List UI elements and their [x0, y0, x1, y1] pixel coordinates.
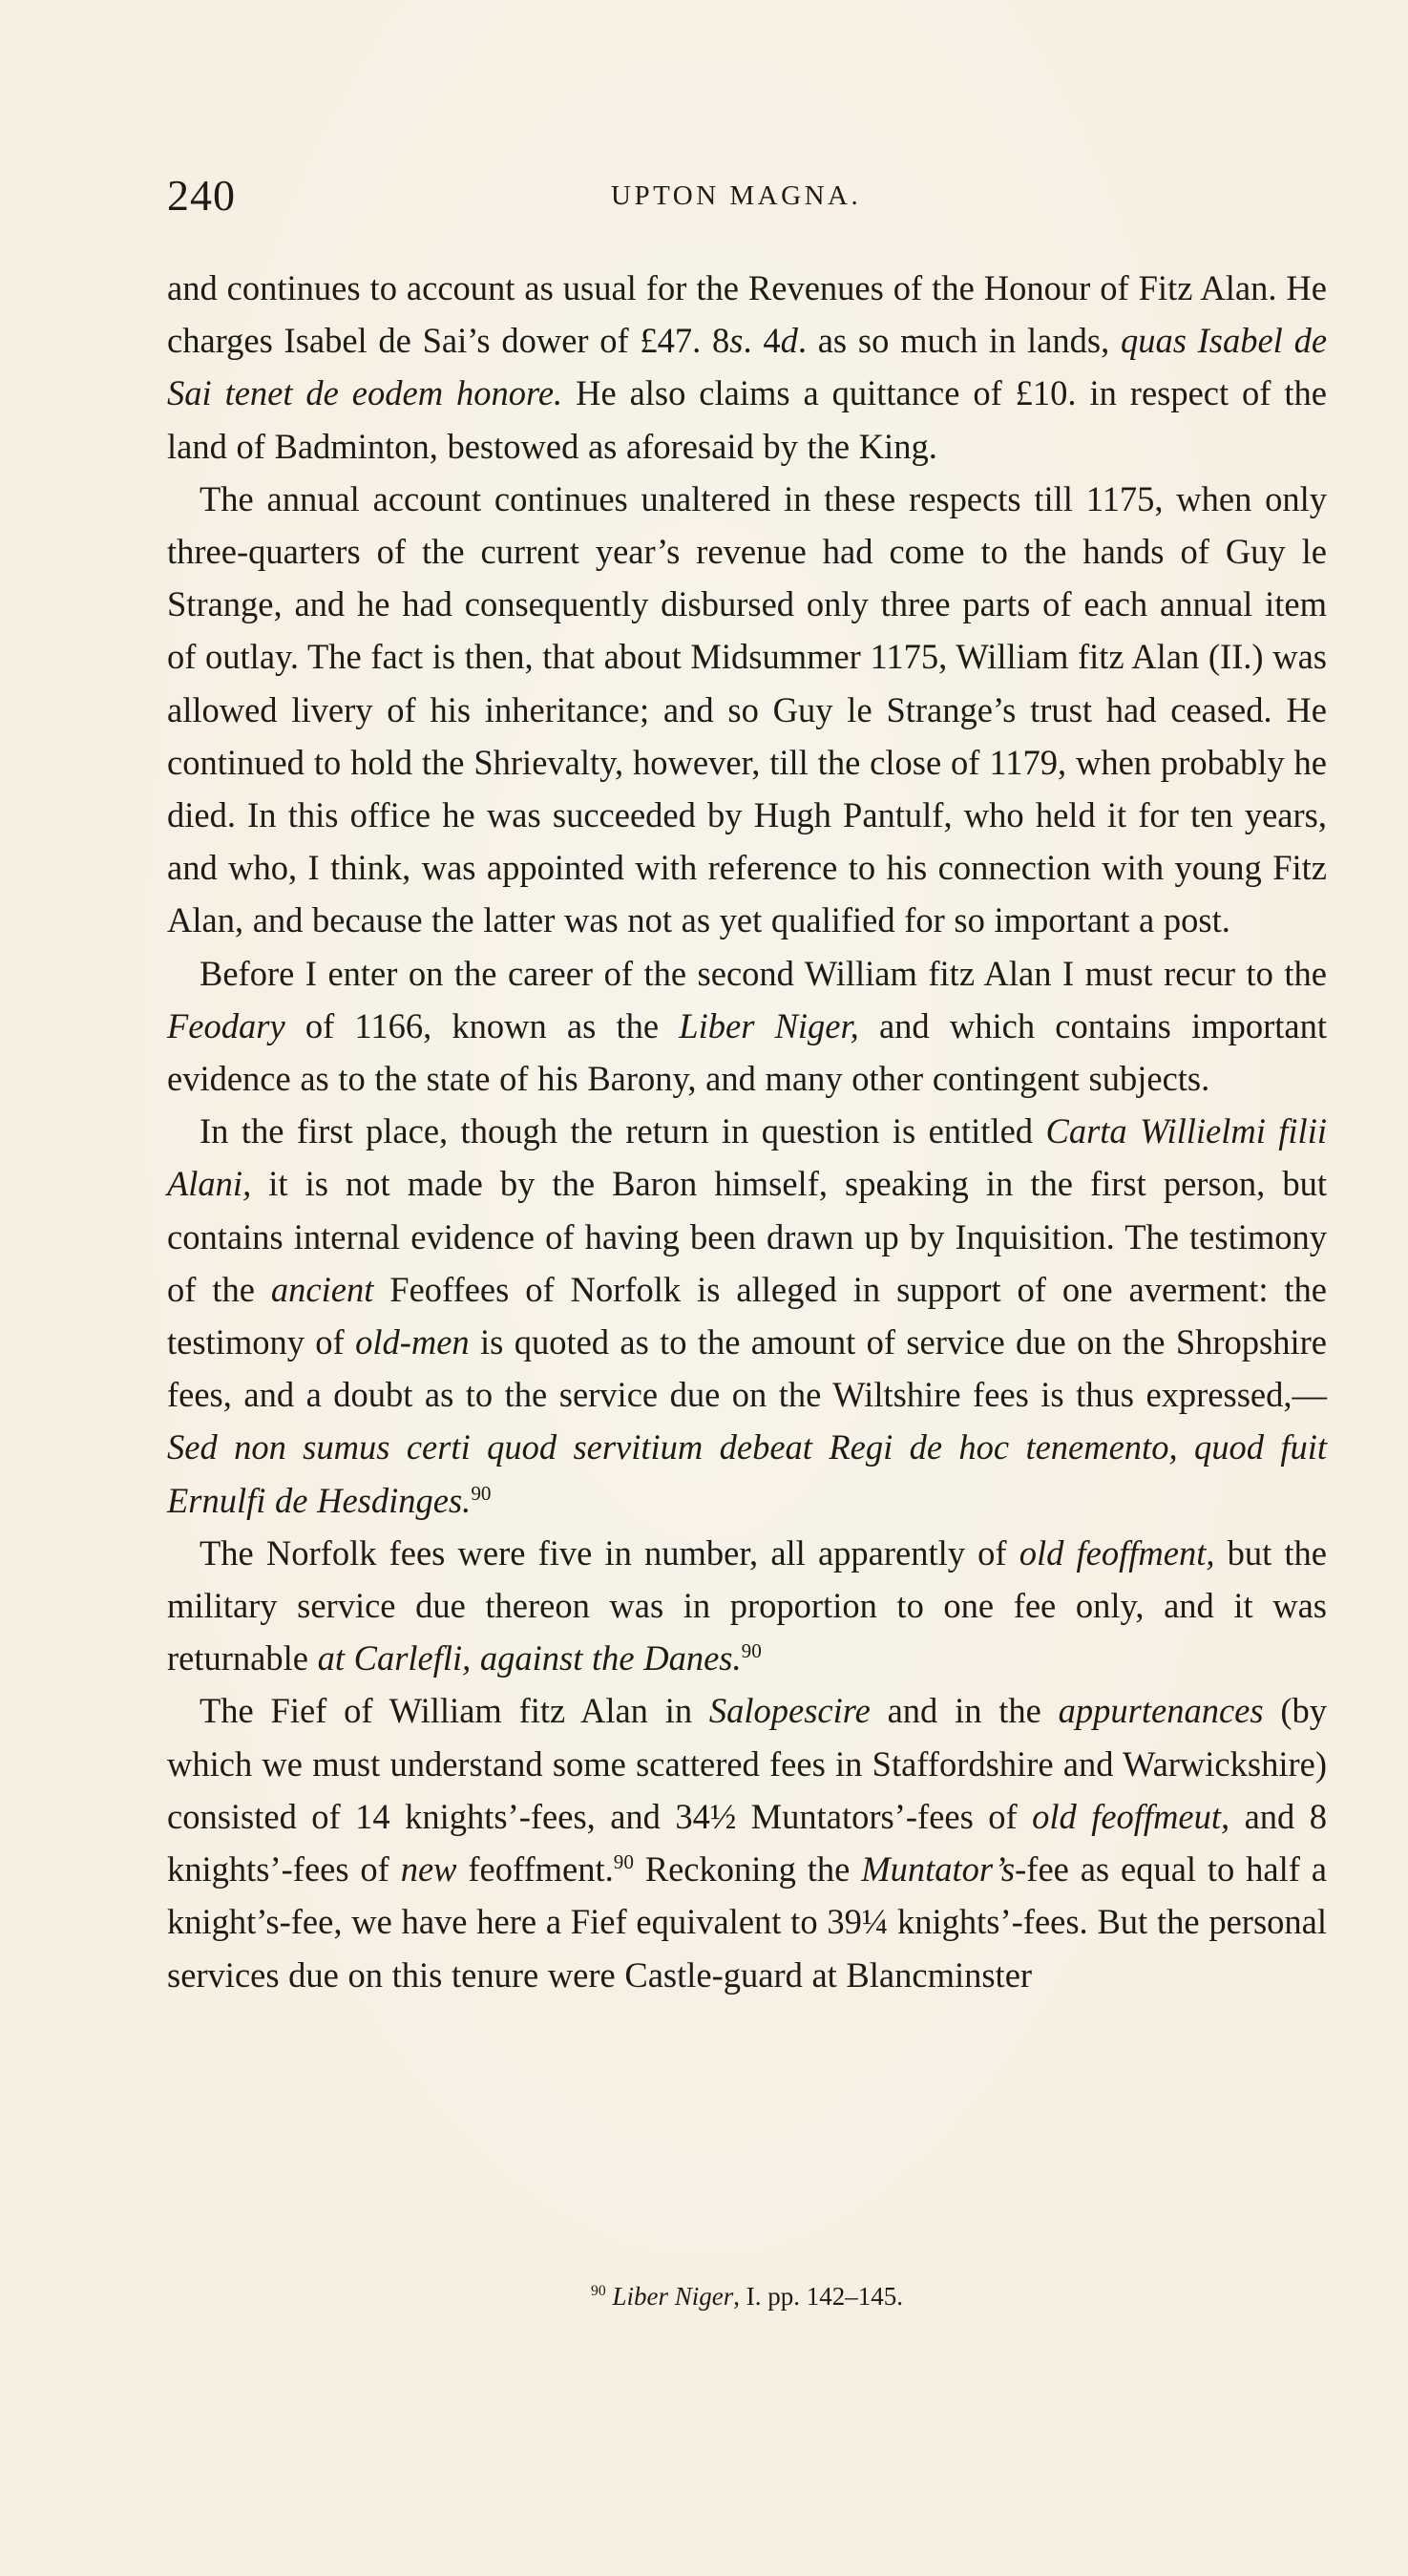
page-number: 240 — [167, 171, 236, 220]
text-run: and 8 knights’-fees of — [167, 1796, 1328, 1890]
text-run: it is not made by the Baron himself, speaking in the first person, but contains internal evidence of having been drawn up by Inquisition. The testimony of the — [167, 1164, 1327, 1309]
text-run: -fee as equal to half a knight’s-fee, we have here a Fief equivalent to 39¼ knights’-fees. But the personal services due on this tenure were Castle-guard at Blancminster — [167, 1849, 1327, 1995]
italic-text: old feoffment, — [1019, 1532, 1215, 1573]
paragraph-4 — [167, 1105, 1327, 1527]
paragraph-3 — [167, 947, 1327, 1106]
italic-text: s — [729, 321, 744, 361]
body-text — [167, 262, 1327, 2001]
text-run: He also claims a quittance of £10. in respect of the land of Badminton, bestowed as aforesaid by the King. — [167, 373, 1327, 466]
running-title: UPTON MAGNA. — [611, 180, 862, 211]
text-run: and continues to account as usual for the Revenues of the Honour of Fitz Alan. He charges Isabel de Sai’s dower of £47. 8 — [167, 268, 1327, 361]
text-run: of 1166, known as the — [284, 1005, 680, 1045]
paragraph-1 — [167, 262, 1327, 473]
italic-text: old feoffmeut, — [1032, 1796, 1230, 1836]
text-run: but the military service due thereon was in proportion to one fee only, and it was returnable — [167, 1532, 1328, 1679]
italic-text: Muntator’s — [861, 1849, 1016, 1890]
footnote-ref: 90 — [613, 1849, 634, 1873]
italic-text: d — [780, 321, 798, 361]
text-run: The Norfolk fees were five in number, all apparently of — [200, 1532, 1019, 1573]
text-run: The Fief of William fitz Alan in — [200, 1691, 709, 1731]
paragraph-2 — [167, 473, 1327, 947]
italic-text: Liber Niger, — [679, 1005, 859, 1045]
text-run: Reckoning the — [633, 1849, 862, 1890]
italic-text: quas Isabel de Sai tenet de eodem honore. — [167, 321, 1328, 413]
footnote-pages: , I. pp. 142–145. — [733, 2282, 903, 2311]
text-run: . as so much in lands, — [797, 321, 1121, 361]
italic-text: Sed non sumus certi quod servitium debeat Regi de hoc tenemento, quod fuit Ernulfi de Hesdinges. — [167, 1427, 1327, 1520]
footnote — [167, 2277, 1327, 2315]
italic-text: appurtenances — [1058, 1691, 1264, 1731]
text-run: (by which we must understand some scattered fees in Staffordshire and Warwickshire) consisted of 14 knights’-fees, and 34½ Muntators’-fees of — [167, 1691, 1328, 1836]
text-run: is quoted as to the amount of service due on the Shropshire fees, and a doubt as to the service due on the Wiltshire fees is thus expressed,— — [167, 1322, 1328, 1415]
text-run: The annual account continues unaltered in these respects till 1175, when only three-quarters of the current year’s revenue had come to the hands of Guy le Strange, and he had consequently disbursed only three parts of each annual item of outlay. The fact is then, that about Midsummer 1175, William fitz Alan (II.) was allowed livery of his inheritance; and so Guy le Strange’s trust had ceased. He continued to hold the Shrievalty, however, till the close of 1179, when probably he died. In this office he was succeeded by Hugh Pantulf, who held it for ten years, and who, I think, was appointed with reference to his connection with young Fitz Alan, and because the latter was not as yet qualified for so important a post. — [167, 478, 1327, 940]
text-run: In the first place, though the return in question is entitled — [200, 1111, 1046, 1151]
paragraph-6 — [167, 1684, 1327, 2000]
italic-text: old-men — [355, 1322, 470, 1362]
footnote-ref: 90 — [471, 1481, 492, 1505]
italic-text: new — [400, 1849, 457, 1890]
running-head — [167, 167, 1327, 234]
italic-text: ancient — [270, 1269, 374, 1309]
italic-text: Salopescire — [708, 1691, 871, 1731]
footnote-source: Liber Niger — [612, 2282, 734, 2311]
text-run: and which contains important evidence as to the state of his Barony, and many other contingent subjects. — [167, 1005, 1327, 1099]
text-run: and in the — [870, 1691, 1059, 1731]
text-run: feoffment. — [456, 1849, 614, 1890]
paragraph-5 — [167, 1527, 1327, 1685]
footnote-mark: 90 — [591, 2283, 606, 2299]
text-run: Before I enter on the career of the second William fitz Alan I must recur to the — [200, 953, 1327, 993]
text-run: . 4 — [743, 321, 781, 361]
footnote-ref: 90 — [741, 1639, 762, 1663]
italic-text: Carta Willielmi filii Alani, — [167, 1111, 1327, 1204]
text-run: Feoffees of Norfolk is alleged in support of one averment: the testimony of — [167, 1269, 1328, 1362]
italic-text: Feodary — [167, 1005, 285, 1045]
italic-text: at Carlefli, against the Danes. — [317, 1638, 742, 1679]
